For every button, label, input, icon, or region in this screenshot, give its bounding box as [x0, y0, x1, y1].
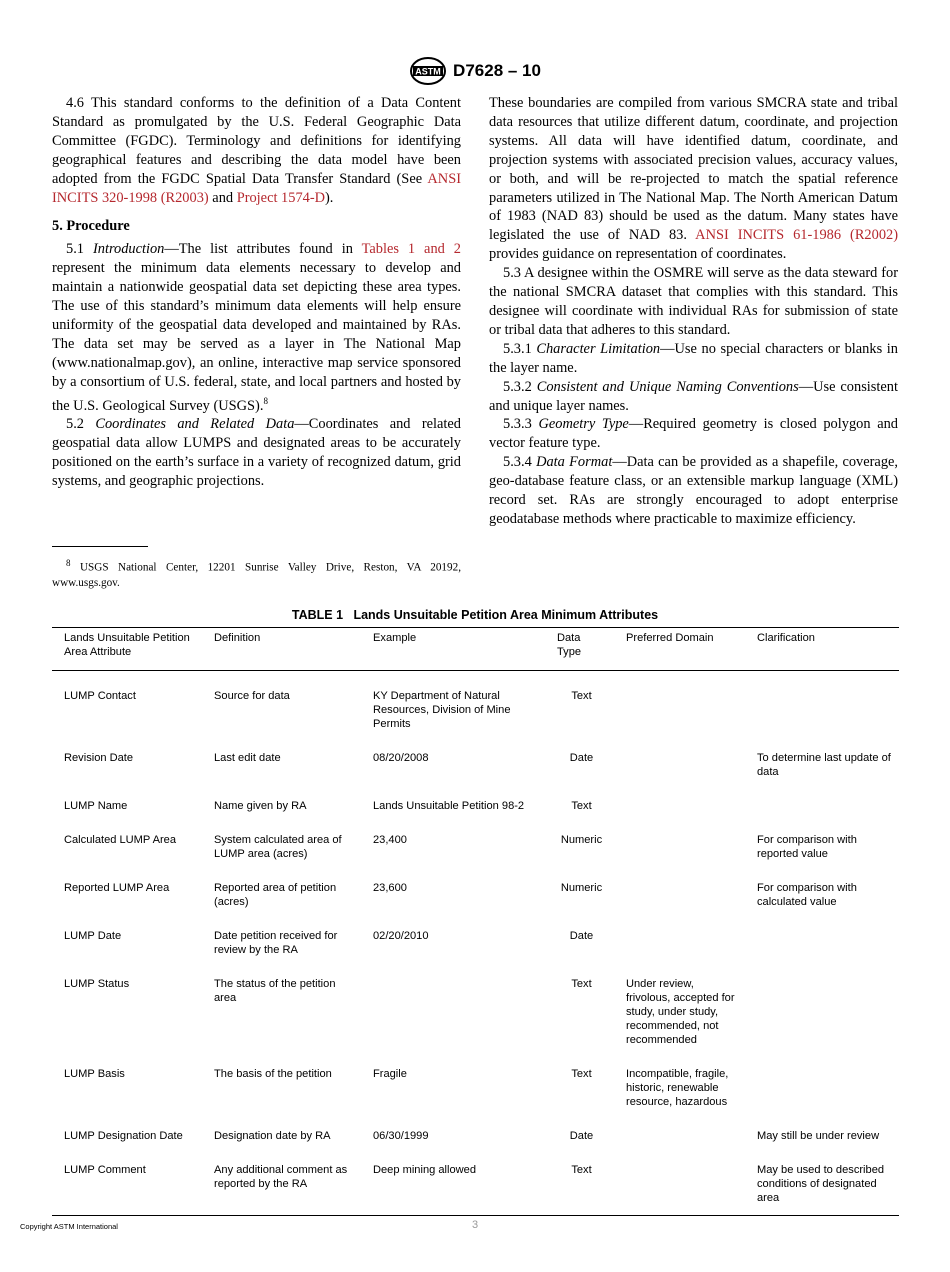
col-definition-cell: The status of the petition area	[214, 978, 336, 1004]
col-preferred-domain-cell	[614, 789, 745, 823]
col-clarification-cell	[745, 789, 899, 823]
col-definition-cell: Name given by RA	[214, 800, 307, 812]
col-attribute-cell: LUMP Name	[64, 800, 128, 812]
table-title: TABLE 1 Lands Unsuitable Petition Area Minimum Attributes	[291, 608, 659, 622]
col-preferred-domain-cell	[614, 671, 745, 742]
right-column	[489, 94, 898, 529]
col-preferred-domain-cell	[614, 823, 745, 871]
col-preferred-domain-cell	[614, 1119, 745, 1153]
link-ansi-incits-320[interactable]: ANSI INCITS 320-1998 (R2003)	[52, 170, 461, 206]
paragraph-5-2: 5.2 Coordinates and Related Data—Coordinates and related geospatial data allow LUMPS and designated areas to be accurately positioned on the earth’s surface in a variety of recognized datum, grid systems, and geographic projections.	[52, 416, 461, 490]
col-preferred-domain-cell: Under review, frivolous, accepted for study, under study, recommended, not recommended	[626, 978, 735, 1046]
col-data-type-header: Data Type	[545, 628, 614, 671]
table-row	[52, 1119, 899, 1153]
col-definition-cell: Date petition received for review by the RA	[214, 930, 338, 956]
col-example-cell: Deep mining allowed	[373, 1164, 476, 1176]
footnote-divider	[52, 546, 148, 547]
paragraph-5-2-continued: These boundaries are compiled from various SMCRA state and tribal data resources that utilize different datum, coordinate, and projection systems. All data will have identified datum, coordinate, and projection systems with associated precision values, accuracy values, or both, and will be re-projected to match the spatial reference parameters utilized in The National Map. The North American Datum of 1983 (NAD 83) should be used as the datum. Many states have legislated the use of NAD 83. ANSI INCITS 61-1986 (R2002) provides guidance on representation of coordinates.	[489, 95, 898, 263]
col-definition-cell: Designation date by RA	[214, 1130, 331, 1142]
col-clarification-cell	[745, 1057, 899, 1119]
col-example-cell: Fragile	[373, 1068, 407, 1080]
col-definition-header: Definition	[202, 628, 361, 671]
col-preferred-domain-cell	[614, 919, 745, 967]
link-tables-1-and-2[interactable]: Tables 1 and 2	[361, 241, 461, 258]
col-clarification-cell: To determine last update of data	[757, 752, 891, 778]
col-example-cell: 02/20/2010	[373, 930, 429, 942]
col-clarification-header: Clarification	[745, 628, 899, 671]
astm-logo-icon	[409, 56, 447, 86]
section-heading-procedure: 5. Procedure	[52, 218, 130, 235]
col-preferred-domain-cell	[614, 741, 745, 789]
col-attribute-header: Lands Unsuitable Petition Area Attribute	[52, 628, 202, 671]
col-example-cell: 08/20/2008	[373, 752, 429, 764]
col-example-cell: 06/30/1999	[373, 1130, 429, 1142]
col-clarification-cell: For comparison with reported value	[757, 834, 857, 860]
table-header-row	[52, 628, 899, 671]
page-header	[0, 56, 950, 86]
table-row	[52, 741, 899, 789]
table-row	[52, 789, 899, 823]
col-data-type-cell: Date	[569, 1130, 594, 1142]
col-example-cell: Lands Unsuitable Petition 98-2	[373, 800, 525, 812]
paragraph-5-3: 5.3 A designee within the OSMRE will serve as the data steward for the national SMCRA dataset that complies with this standard. This designee will coordinate with individual RAs for submission of state or tribal data that adheres to this standard.	[489, 265, 898, 338]
col-definition-cell: Last edit date	[214, 752, 281, 764]
document-id: D7628 – 10	[453, 61, 541, 80]
table-row	[52, 967, 899, 1057]
col-data-type-cell: Text	[571, 1068, 592, 1080]
col-attribute-cell: LUMP Comment	[64, 1164, 146, 1176]
col-example-cell: 23,600	[373, 882, 407, 894]
link-project-1574-d[interactable]: Project 1574-D	[236, 189, 326, 206]
col-clarification-cell: May be used to described conditions of designated area	[757, 1164, 885, 1204]
col-example-cell: KY Department of Natural Resources, Division of Mine Permits	[373, 690, 511, 730]
col-attribute-cell: LUMP Designation Date	[64, 1130, 183, 1142]
col-definition-cell: System calculated area of LUMP area (acres)	[214, 834, 342, 860]
col-definition-cell: Any additional comment as reported by the RA	[214, 1164, 348, 1190]
svg-text:ASTM: ASTM	[415, 66, 441, 77]
col-definition-cell: The basis of the petition	[214, 1068, 332, 1080]
col-data-type-cell: Numeric	[560, 882, 603, 894]
col-definition-cell: Reported area of petition (acres)	[214, 882, 337, 908]
paragraph-5-3-3: 5.3.3 Geometry Type—Required geometry is closed polygon and vector feature type.	[489, 416, 898, 452]
col-preferred-domain-cell	[614, 1153, 745, 1216]
col-attribute-cell: LUMP Status	[64, 978, 130, 990]
paragraph-5-1: 5.1 Introduction—The list attributes found in Tables 1 and 2 represent the minimum data elements necessary to develop and maintain a nationwide geospatial data set depicting these area types. The use of this standard’s minimum data elements will help ensure uniformity of the geospatial data developed and maintained by RAs. The data set may be served as a layer in The National Map (www.nationalmap.gov), an online, interactive map service sponsored by a consortium of U.S. federal, state, and local partners and hosted by the U.S. Geological Survey (USGS).$^8$	[52, 241, 461, 414]
col-example-cell: 23,400	[373, 834, 407, 846]
col-clarification-cell	[745, 967, 899, 1057]
footnote-ref: 8	[263, 395, 268, 406]
col-definition-cell: Source for data	[214, 690, 290, 702]
table-row	[52, 823, 899, 871]
col-example-header: Example	[361, 628, 545, 671]
paragraph-5-3-1: 5.3.1 Character Limitation—Use no special characters or blanks in the layer name.	[489, 340, 898, 376]
col-data-type-cell: Numeric	[560, 834, 603, 846]
col-data-type-cell: Text	[571, 978, 592, 990]
table-body	[52, 671, 899, 1216]
col-clarification-cell	[745, 671, 899, 742]
col-data-type-cell: Date	[569, 752, 594, 764]
col-data-type-cell: Text	[571, 690, 592, 702]
paragraph-5-3-2: 5.3.2 Consistent and Unique Naming Conventions—Use consistent and unique layer names.	[489, 378, 898, 414]
col-data-type-cell: Text	[571, 800, 592, 812]
col-attribute-cell: LUMP Basis	[64, 1068, 125, 1080]
col-preferred-domain-cell	[614, 871, 745, 919]
table-row	[52, 1057, 899, 1119]
paragraph-5-3-4: 5.3.4 Data Format—Data can be provided as a shapefile, coverage, geo-database feature class, or an extensible markup language (XML) record set. RAs are strongly encouraged to adopt enterprise geodatabase methods where practicable to maximize efficiency.	[489, 454, 899, 527]
col-clarification-cell: May still be under review	[757, 1130, 880, 1142]
col-preferred-domain-header: Preferred Domain	[614, 628, 745, 671]
col-attribute-cell: Calculated LUMP Area	[64, 834, 177, 846]
copyright-notice: Copyright ASTM International	[20, 1222, 118, 1231]
footnote-8: $^8$ USGS National Center, 12201 Sunrise Valley Drive, Reston, VA 20192, www.usgs.gov.	[52, 558, 461, 589]
link-ansi-incits-61[interactable]: ANSI INCITS 61-1986 (R2002)	[695, 227, 898, 244]
table-row	[52, 919, 899, 967]
col-attribute-cell: LUMP Date	[64, 930, 122, 942]
col-attribute-cell: Reported LUMP Area	[64, 882, 170, 894]
page-number: 3	[471, 1219, 479, 1231]
col-data-type-cell: Text	[571, 1164, 592, 1176]
col-preferred-domain-cell: Incompatible, fragile, historic, renewable resource, hazardous	[626, 1068, 729, 1108]
col-clarification-cell: For comparison with calculated value	[757, 882, 857, 908]
table-row	[52, 871, 899, 919]
attributes-table	[52, 627, 899, 1216]
table-row	[52, 1153, 899, 1216]
col-attribute-cell: Revision Date	[64, 752, 134, 764]
table-row	[52, 671, 899, 742]
col-example-cell	[361, 967, 545, 1057]
col-attribute-cell: LUMP Contact	[64, 690, 136, 702]
paragraph-4-6: 4.6 This standard conforms to the definition of a Data Content Standard as promulgated by the U.S. Federal Geographic Data Committee (FGDC). Terminology and definitions for identifying geographical features and describing the data model have been adopted from the FGDC Spatial Data Transfer Standard (See ANSI INCITS 320-1998 (R2003) and Project 1574-D).	[52, 95, 461, 206]
left-column	[52, 94, 461, 491]
col-data-type-cell: Date	[569, 930, 594, 942]
col-clarification-cell	[745, 919, 899, 967]
